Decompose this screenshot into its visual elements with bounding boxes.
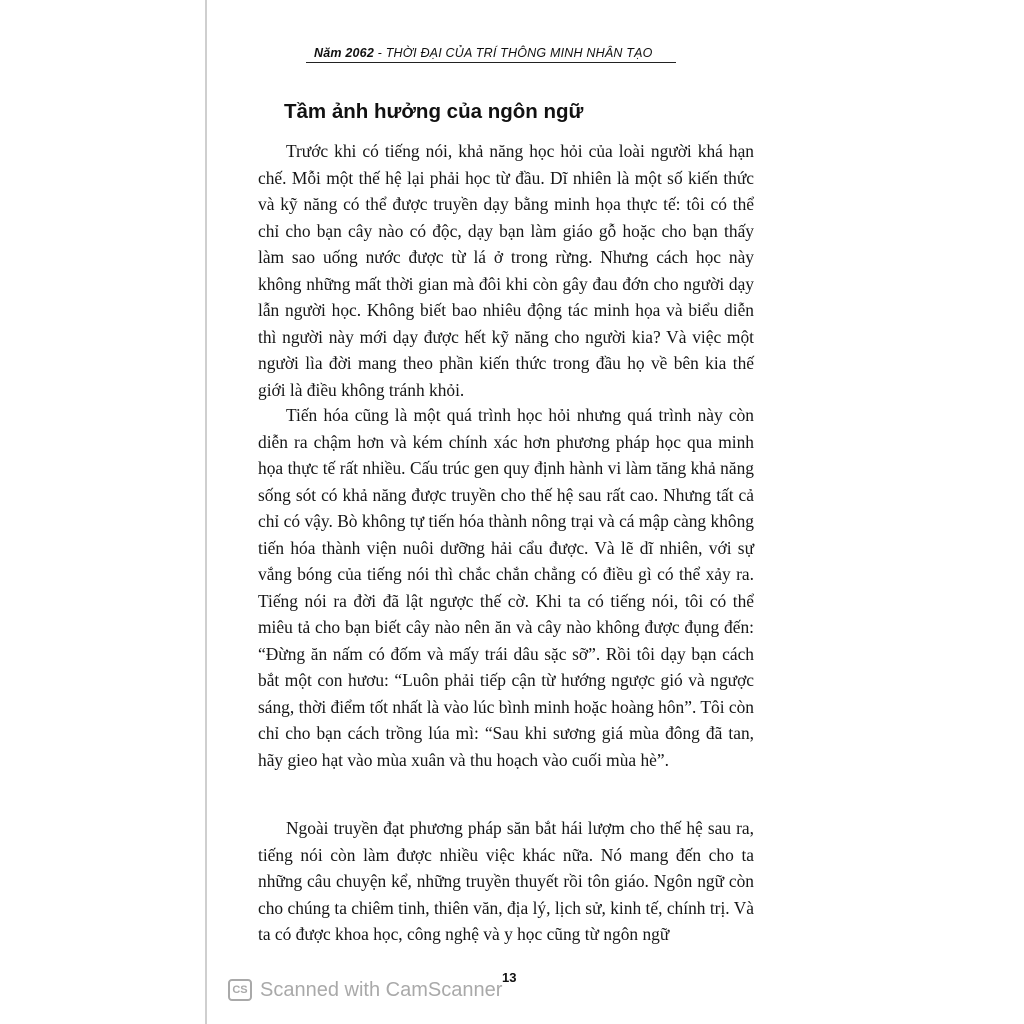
paragraph-3: Ngoài truyền đạt phương pháp săn bắt hái lượm cho thế hệ sau ra, tiếng nói còn làm được nhiều việc khác nữa. Nó mang đến cho ta những câu chuyện kể, những truyền thuyết rồi tôn giáo. Ngôn ngữ còn cho chúng ta chiêm tinh, thiên văn, địa lý, lịch sử, kinh tế, chính trị. Và ta có được khoa học, công nghệ và y học cũng từ ngôn ngữ <box>258 818 754 944</box>
camscanner-watermark <box>228 976 502 1004</box>
book-title-subtitle: - THỜI ĐẠI CỦA TRÍ THÔNG MINH NHÂN TẠO <box>373 46 653 60</box>
paragraph-1: Trước khi có tiếng nói, khả năng học hỏi của loài người khá hạn chế. Mỗi một thế hệ lại phải học từ đầu. Dĩ nhiên là một số kiến thức và kỹ năng có thể được truyền dạy bằng minh họa thực tế: tôi có thể chỉ cho bạn cây nào có độc, dạy bạn làm giáo gỗ hoặc cho bạn thấy làm sao uống nước được từ lá ở trong rừng. Nhưng cách học này không những mất thời gian mà đôi khi còn gây đau đớn cho người dạy lẫn người học. Không biết bao nhiêu động tác minh họa và biểu diễn thì người này mới dạy được hết kỹ năng cho người kia? Và việc một người lìa đời mang theo phần kiến thức trong đầu họ về bên kia thế giới là điều không tránh khỏi. <box>258 141 754 400</box>
book-title-year: Năm 2062 <box>314 46 374 60</box>
camscanner-logo-icon: CS <box>228 979 252 1001</box>
running-header <box>314 46 674 60</box>
page-number: 13 <box>502 970 517 985</box>
watermark-text: Scanned with CamScanner <box>260 978 503 1001</box>
page-edge-shadow <box>205 0 207 1024</box>
section-title: Tầm ảnh hưởng của ngôn ngữ <box>284 100 584 123</box>
paragraph-2: Tiến hóa cũng là một quá trình học hỏi nhưng quá trình này còn diễn ra chậm hơn và kém chính xác hơn phương pháp học qua minh họa thực tế rất nhiều. Cấu trúc gen quy định hành vi làm tăng khả năng sống sót có khả năng được truyền cho thế hệ sau rất cao. Nhưng tất cả chỉ có vậy. Bò không tự tiến hóa thành nông trại và cá mập càng không tiến hóa thành viện nuôi dưỡng hải cẩu được. Và lẽ dĩ nhiên, với sự vắng bóng của tiếng nói thì chắc chắn chẳng có điều gì có thể xảy ra. Tiếng nói ra đời đã lật ngược thế cờ. Khi ta có tiếng nói, tôi có thể miêu tả cho bạn biết cây nào nên ăn và cây nào không được đụng đến: “Đừng ăn nấm có đốm và mấy trái dâu sặc sỡ”. Rồi tôi dạy bạn cách bắt một con hươu: “Luôn phải tiếp cận từ hướng ngược gió và ngược sáng, thời điểm tốt nhất là vào lúc bình minh hoặc hoàng hôn”. Tôi còn chỉ cho bạn cách trồng lúa mì: “Sau khi sương giá mùa đông đã tan, hãy gieo hạt vào mùa xuân và thu hoạch vào cuối mùa hè”. <box>258 405 754 770</box>
header-rule <box>306 62 676 63</box>
